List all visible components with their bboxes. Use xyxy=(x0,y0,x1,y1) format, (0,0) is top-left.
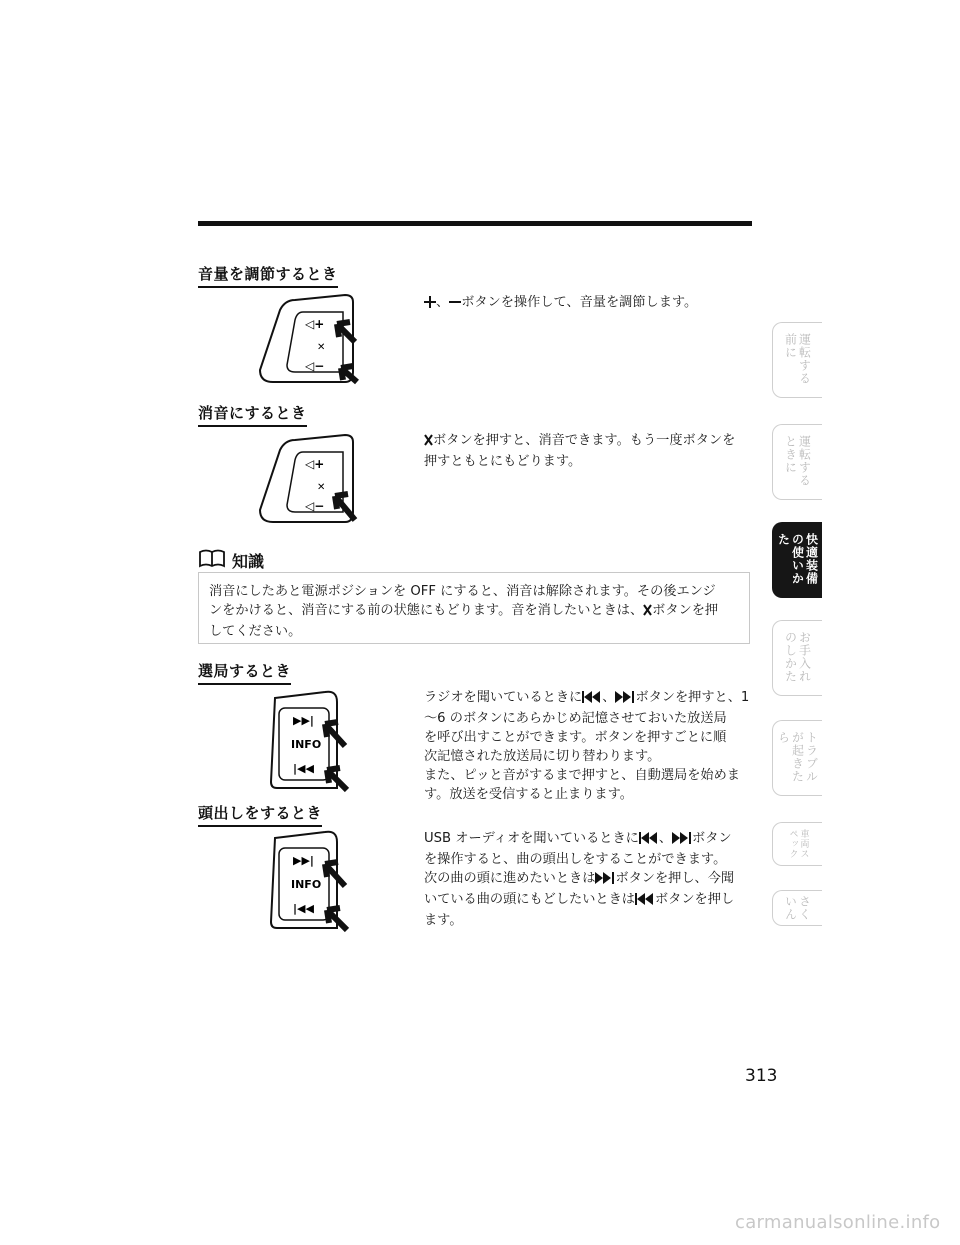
mute-icon xyxy=(424,433,433,452)
station-text: ラジオを聞いているときに 、 ボタンを押すと、1 ～6 のボタンにあらかじめ記憶させておいた放送局 を呼び出すことができます。ボタンを押すごとに順 次記憶された放送局に切り替わります。 また、ピッと音がするまで押すと、自動選局を始めま す。放送を受信すると止まります。 xyxy=(424,690,750,802)
book-icon xyxy=(198,548,226,572)
heading-volume: 音量を調節するとき xyxy=(198,263,338,288)
volume-description: ボタンを操作して、音量を調節します。 xyxy=(461,295,698,310)
top-rule xyxy=(198,221,752,226)
tab-before-driving[interactable]: 運転する前に xyxy=(772,322,822,398)
svg-text:|◀◀: |◀◀ xyxy=(293,902,314,915)
plus-icon xyxy=(424,295,436,314)
svg-text:▶▶|: ▶▶| xyxy=(293,714,314,727)
heading-station: 選局するとき xyxy=(198,660,291,685)
svg-text:INFO: INFO xyxy=(291,878,322,891)
volume-text xyxy=(424,293,754,314)
track-back-icon xyxy=(639,831,659,850)
svg-text:INFO: INFO xyxy=(291,738,322,751)
svg-text:✕: ✕ xyxy=(317,342,326,353)
tab-index[interactable]: さくいん xyxy=(772,890,822,926)
track-forward-icon xyxy=(615,690,635,709)
svg-text:✕: ✕ xyxy=(317,482,326,493)
heading-mute: 消音にするとき xyxy=(198,402,307,427)
tab-troubleshooting[interactable]: トラブルが起きたら xyxy=(772,720,822,796)
tab-comfort-equipment[interactable]: 快適装備の使いかた xyxy=(772,522,822,598)
svg-text:▶▶|: ▶▶| xyxy=(293,854,314,867)
knowledge-box: 消音にしたあと電源ポジションを OFF にすると、消音は解除されます。その後エンジ ンをかけると、消音にする前の状態にもどります。音を消したいときは、 ボタンを押 してください。 xyxy=(198,572,750,644)
steering-switch-mute-illustration xyxy=(255,430,375,530)
svg-text:|◀◀: |◀◀ xyxy=(293,762,314,775)
mute-text: ボタンを押すと、消音できます。もう一度ボタンを 押すともとにもどります。 xyxy=(424,433,736,469)
heading-track: 頭出しをするとき xyxy=(198,802,322,827)
track-forward-icon xyxy=(672,831,692,850)
track-text: USB オーディオを聞いているときに 、 ボタン を操作すると、曲の頭出しをすることができます。 次の曲の頭に進めたいときは ボタンを押し、今聞 いている曲の頭にもどしたいときは ボタンを押し ます。 xyxy=(424,831,735,928)
tab-while-driving[interactable]: 運転するときに xyxy=(772,424,822,500)
track-back-icon xyxy=(635,892,655,911)
track-forward-icon xyxy=(595,871,615,890)
steering-switch-track-illustration xyxy=(265,828,355,936)
svg-text:◁+: ◁+ xyxy=(305,317,325,331)
steering-switch-volume-illustration xyxy=(255,290,375,390)
knowledge-heading: 知識 xyxy=(198,548,264,572)
minus-icon xyxy=(449,295,461,314)
tab-vehicle-specs[interactable]: 車両スペック xyxy=(772,822,822,866)
separator: 、 xyxy=(436,295,450,310)
svg-text:◁−: ◁− xyxy=(305,499,325,513)
svg-text:◁−: ◁− xyxy=(305,359,325,373)
track-back-icon xyxy=(582,690,602,709)
tab-maintenance[interactable]: お手入れのしかた xyxy=(772,620,822,696)
watermark: carmanualsonline.info xyxy=(735,1212,941,1233)
page-number: 313 xyxy=(745,1066,778,1086)
mute-icon xyxy=(643,603,652,622)
steering-switch-seek-illustration xyxy=(265,688,355,796)
svg-text:◁+: ◁+ xyxy=(305,457,325,471)
